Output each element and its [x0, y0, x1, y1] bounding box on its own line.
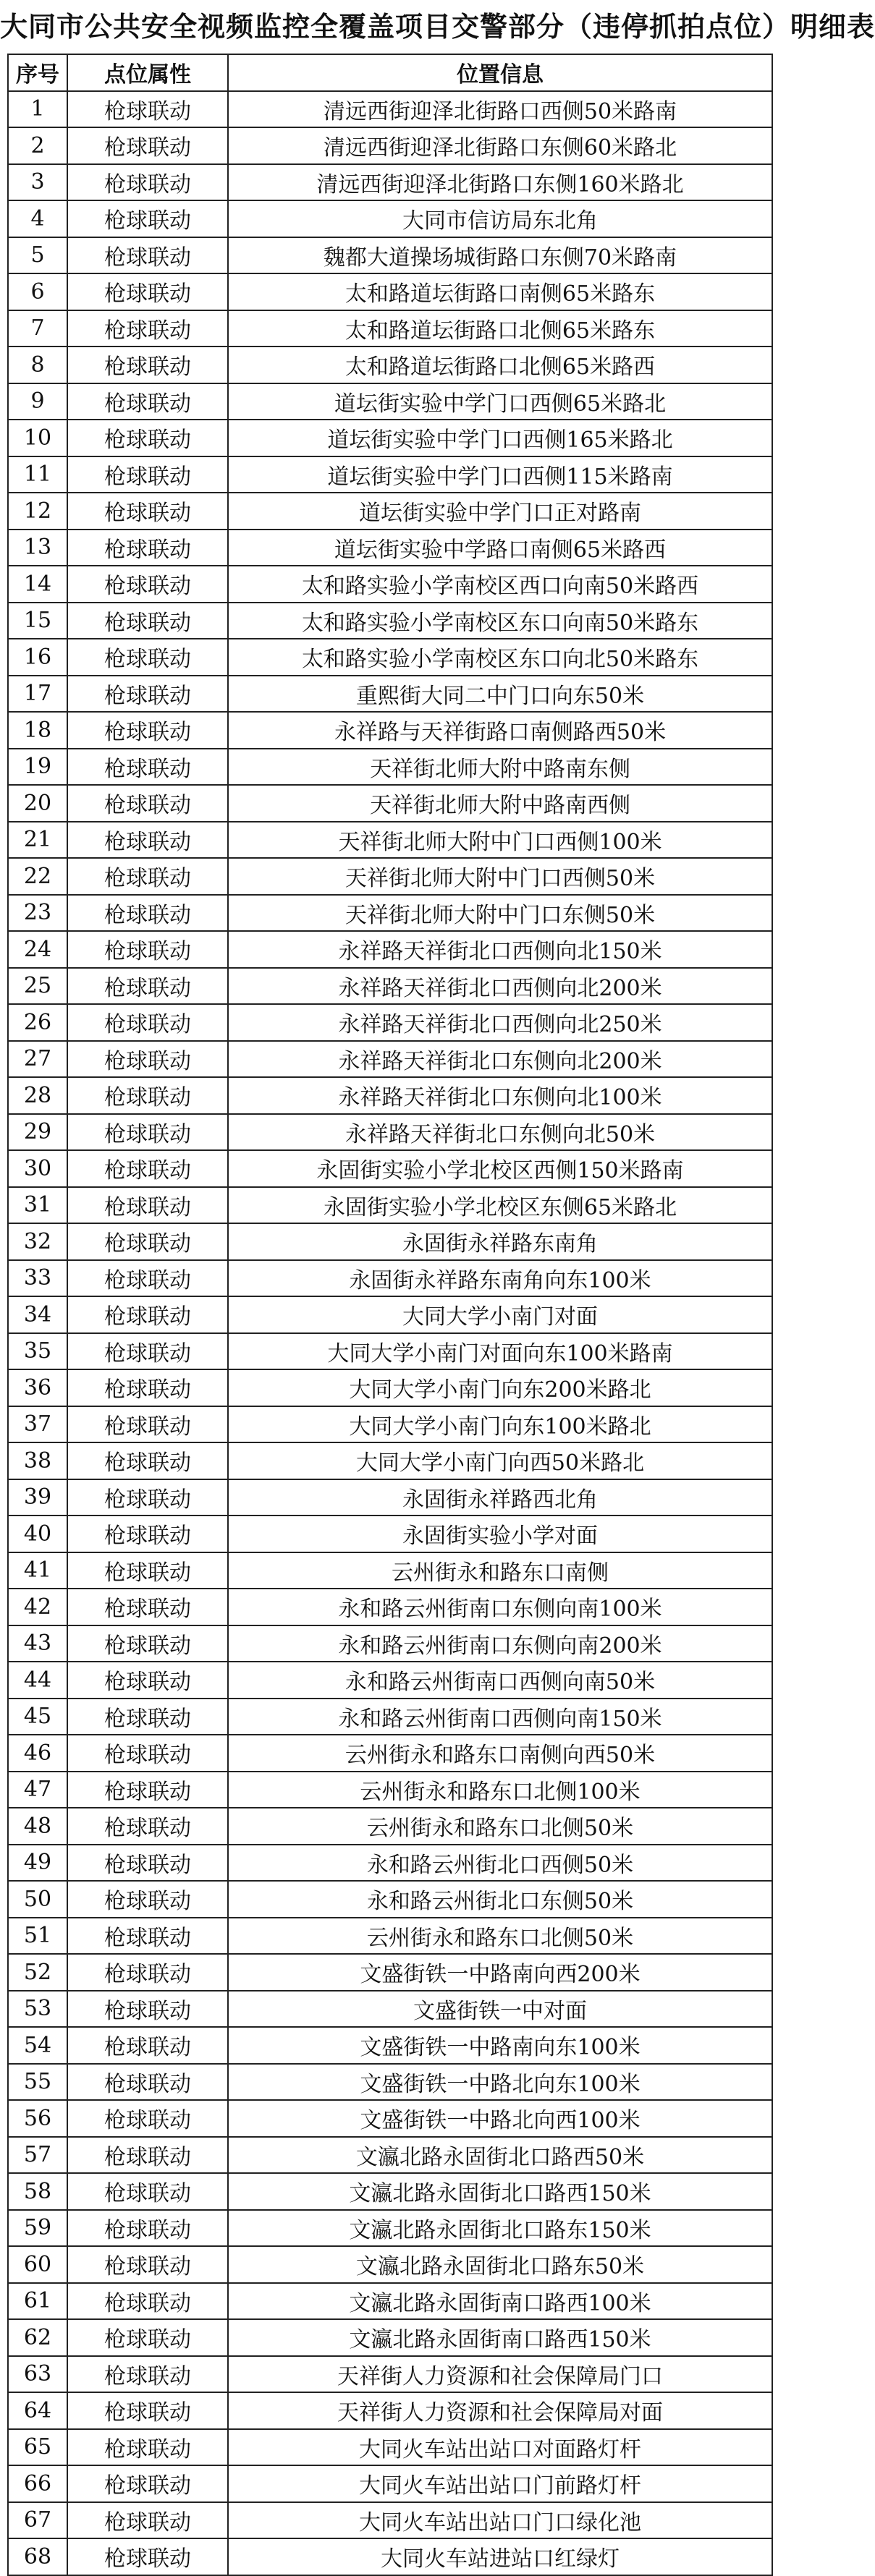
row-index: 58: [8, 2173, 67, 2210]
row-point-type: 枪球联动: [67, 1187, 228, 1224]
row-location: 文盛街铁一中对面: [228, 1991, 772, 2028]
row-point-type: 枪球联动: [67, 1662, 228, 1699]
row-index: 2: [8, 127, 67, 164]
table-row: [8, 2100, 772, 2137]
row-point-type: 枪球联动: [67, 1699, 228, 1735]
row-point-type: 枪球联动: [67, 2319, 228, 2356]
row-location: 永祥路天祥街北口西侧向北250米: [228, 1004, 772, 1041]
row-point-type: 枪球联动: [67, 749, 228, 786]
table-row: [8, 2392, 772, 2429]
row-index: 23: [8, 895, 67, 932]
row-index: 56: [8, 2100, 67, 2137]
row-index: 1: [8, 91, 67, 128]
table-row: [8, 2356, 772, 2393]
table-row: [8, 1187, 772, 1224]
row-location: 文盛街铁一中路北向西100米: [228, 2100, 772, 2137]
table-row: [8, 1223, 772, 1260]
row-point-type: 枪球联动: [67, 2429, 228, 2466]
row-point-type: 枪球联动: [67, 1479, 228, 1516]
row-index: 13: [8, 530, 67, 566]
row-index: 25: [8, 968, 67, 1005]
row-location: 魏都大道操场城街路口东侧70米路南: [228, 237, 772, 274]
row-point-type: 枪球联动: [67, 2210, 228, 2247]
table-row: [8, 310, 772, 347]
row-point-type: 枪球联动: [67, 1735, 228, 1772]
table-row: [8, 1260, 772, 1297]
table-row: [8, 968, 772, 1005]
row-location: 文盛街铁一中路北向东100米: [228, 2064, 772, 2101]
row-index: 12: [8, 493, 67, 530]
row-point-type: 枪球联动: [67, 420, 228, 456]
row-location: 文瀛北路永固街南口路西100米: [228, 2283, 772, 2320]
row-point-type: 枪球联动: [67, 1406, 228, 1443]
row-index: 5: [8, 237, 67, 274]
row-index: 41: [8, 1552, 67, 1589]
table-row: [8, 2246, 772, 2283]
table-row: [8, 1625, 772, 1662]
row-location: 永和路云州街北口东侧50米: [228, 1881, 772, 1918]
row-point-type: 枪球联动: [67, 530, 228, 566]
table-row: [8, 676, 772, 713]
row-index: 67: [8, 2502, 67, 2539]
row-index: 15: [8, 603, 67, 639]
table-row: [8, 1589, 772, 1625]
table-row: [8, 2283, 772, 2320]
row-location: 道坛街实验中学门口西侧165米路北: [228, 420, 772, 456]
table-row: [8, 2319, 772, 2356]
row-location: 永和路云州街南口西侧向南150米: [228, 1699, 772, 1735]
row-location: 云州街永和路东口北侧100米: [228, 1772, 772, 1808]
row-location: 道坛街实验中学门口西侧65米路北: [228, 383, 772, 420]
row-index: 53: [8, 1991, 67, 2028]
table-row: [8, 1516, 772, 1552]
table-row: [8, 164, 772, 201]
row-location: 天祥街北师大附中门口西侧100米: [228, 822, 772, 859]
row-location: 大同火车站出站口门前路灯杆: [228, 2465, 772, 2502]
table-row: [8, 1041, 772, 1078]
row-point-type: 枪球联动: [67, 310, 228, 347]
row-point-type: 枪球联动: [67, 1041, 228, 1078]
row-index: 29: [8, 1114, 67, 1151]
row-location: 永和路云州街南口东侧向南100米: [228, 1589, 772, 1625]
table-row: [8, 273, 772, 310]
row-point-type: 枪球联动: [67, 785, 228, 822]
table-row: [8, 1333, 772, 1370]
row-location: 永固街永祥路东南角: [228, 1223, 772, 1260]
row-location: 永祥路与天祥街路口南侧路西50米: [228, 712, 772, 749]
row-index: 45: [8, 1699, 67, 1735]
row-index: 62: [8, 2319, 67, 2356]
table-row: [8, 237, 772, 274]
table-row: [8, 603, 772, 639]
row-index: 3: [8, 164, 67, 201]
row-point-type: 枪球联动: [67, 164, 228, 201]
row-location: 永祥路天祥街北口东侧向北100米: [228, 1077, 772, 1114]
row-location: 文瀛北路永固街北口路东50米: [228, 2246, 772, 2283]
row-index: 21: [8, 822, 67, 859]
row-index: 39: [8, 1479, 67, 1516]
row-index: 10: [8, 420, 67, 456]
table-row: [8, 91, 772, 128]
table-row: [8, 1918, 772, 1955]
row-index: 52: [8, 1954, 67, 1991]
table-row: [8, 712, 772, 749]
table-row: [8, 1150, 772, 1187]
row-index: 65: [8, 2429, 67, 2466]
row-location: 太和路实验小学南校区东口向南50米路东: [228, 603, 772, 639]
row-point-type: 枪球联动: [67, 676, 228, 713]
table-row: [8, 2064, 772, 2101]
row-location: 大同火车站出站口对面路灯杆: [228, 2429, 772, 2466]
row-index: 35: [8, 1333, 67, 1370]
table-row: [8, 566, 772, 603]
row-index: 43: [8, 1625, 67, 1662]
row-point-type: 枪球联动: [67, 968, 228, 1005]
row-point-type: 枪球联动: [67, 2246, 228, 2283]
row-index: 49: [8, 1845, 67, 1882]
row-index: 64: [8, 2392, 67, 2429]
row-location: 重熙街大同二中门口向东50米: [228, 676, 772, 713]
row-point-type: 枪球联动: [67, 2356, 228, 2393]
row-location: 云州街永和路东口南侧: [228, 1552, 772, 1589]
row-location: 大同大学小南门向东100米路北: [228, 1406, 772, 1443]
table-row: [8, 1296, 772, 1333]
row-index: 48: [8, 1808, 67, 1845]
row-index: 42: [8, 1589, 67, 1625]
row-point-type: 枪球联动: [67, 712, 228, 749]
row-point-type: 枪球联动: [67, 1808, 228, 1845]
row-point-type: 枪球联动: [67, 895, 228, 932]
row-point-type: 枪球联动: [67, 822, 228, 859]
row-index: 68: [8, 2538, 67, 2575]
table-row: [8, 749, 772, 786]
table-row: [8, 420, 772, 456]
row-location: 大同大学小南门向西50米路北: [228, 1442, 772, 1479]
row-index: 20: [8, 785, 67, 822]
table-row: [8, 2502, 772, 2539]
row-location: 太和路道坛街路口北侧65米路东: [228, 310, 772, 347]
row-location: 文瀛北路永固街南口路西150米: [228, 2319, 772, 2356]
row-point-type: 枪球联动: [67, 1954, 228, 1991]
table-row: [8, 2538, 772, 2575]
table-row: [8, 456, 772, 493]
row-index: 24: [8, 931, 67, 968]
row-location: 文瀛北路永固街北口路西50米: [228, 2137, 772, 2174]
row-point-type: 枪球联动: [67, 2465, 228, 2502]
table-row: [8, 1077, 772, 1114]
row-point-type: 枪球联动: [67, 493, 228, 530]
row-index: 28: [8, 1077, 67, 1114]
table-row: [8, 2137, 772, 2174]
row-location: 天祥街北师大附中门口东侧50米: [228, 895, 772, 932]
row-point-type: 枪球联动: [67, 1369, 228, 1406]
row-index: 34: [8, 1296, 67, 1333]
row-point-type: 枪球联动: [67, 91, 228, 128]
table-header-row: [8, 54, 772, 91]
row-location: 云州街永和路东口南侧向西50米: [228, 1735, 772, 1772]
row-location: 永祥路天祥街北口西侧向北200米: [228, 968, 772, 1005]
row-index: 36: [8, 1369, 67, 1406]
row-point-type: 枪球联动: [67, 127, 228, 164]
row-index: 50: [8, 1881, 67, 1918]
table-row: [8, 1662, 772, 1699]
row-point-type: 枪球联动: [67, 1772, 228, 1808]
row-index: 38: [8, 1442, 67, 1479]
row-point-type: 枪球联动: [67, 2027, 228, 2064]
row-location: 清远西街迎泽北街路口东侧60米路北: [228, 127, 772, 164]
row-point-type: 枪球联动: [67, 603, 228, 639]
table-row: [8, 822, 772, 859]
table-row: [8, 1954, 772, 1991]
row-location: 太和路实验小学南校区东口向北50米路东: [228, 639, 772, 676]
table-row: [8, 1004, 772, 1041]
table-row: [8, 2465, 772, 2502]
table-row: [8, 1881, 772, 1918]
row-point-type: 枪球联动: [67, 566, 228, 603]
row-location: 清远西街迎泽北街路口东侧160米路北: [228, 164, 772, 201]
row-point-type: 枪球联动: [67, 1552, 228, 1589]
table-row: [8, 1699, 772, 1735]
table-row: [8, 1991, 772, 2028]
row-index: 30: [8, 1150, 67, 1187]
row-index: 17: [8, 676, 67, 713]
header-point-type: 点位属性: [67, 54, 228, 91]
row-index: 14: [8, 566, 67, 603]
row-point-type: 枪球联动: [67, 383, 228, 420]
row-location: 太和路道坛街路口北侧65米路西: [228, 347, 772, 383]
row-location: 大同市信访局东北角: [228, 200, 772, 237]
row-location: 永固街实验小学北校区西侧150米路南: [228, 1150, 772, 1187]
row-index: 4: [8, 200, 67, 237]
table-row: [8, 383, 772, 420]
row-point-type: 枪球联动: [67, 237, 228, 274]
row-point-type: 枪球联动: [67, 1260, 228, 1297]
table-row: [8, 1772, 772, 1808]
row-point-type: 枪球联动: [67, 2538, 228, 2575]
table-row: [8, 1479, 772, 1516]
row-location: 天祥街北师大附中路南东侧: [228, 749, 772, 786]
row-point-type: 枪球联动: [67, 1918, 228, 1955]
row-location: 大同火车站进站口红绿灯: [228, 2538, 772, 2575]
row-location: 永祥路天祥街北口东侧向北200米: [228, 1041, 772, 1078]
row-location: 永固街永祥路东南角向东100米: [228, 1260, 772, 1297]
row-location: 大同大学小南门向东200米路北: [228, 1369, 772, 1406]
table-row: [8, 1735, 772, 1772]
row-location: 道坛街实验中学门口西侧115米路南: [228, 456, 772, 493]
row-point-type: 枪球联动: [67, 1442, 228, 1479]
row-index: 11: [8, 456, 67, 493]
table-row: [8, 200, 772, 237]
row-index: 18: [8, 712, 67, 749]
table-row: [8, 1552, 772, 1589]
table-row: [8, 858, 772, 895]
table-row: [8, 895, 772, 932]
detail-table: [7, 54, 773, 2576]
row-location: 永固街永祥路西北角: [228, 1479, 772, 1516]
row-index: 31: [8, 1187, 67, 1224]
row-point-type: 枪球联动: [67, 456, 228, 493]
row-point-type: 枪球联动: [67, 273, 228, 310]
row-location: 文盛街铁一中路南向西200米: [228, 1954, 772, 1991]
table-row: [8, 127, 772, 164]
row-index: 8: [8, 347, 67, 383]
row-index: 66: [8, 2465, 67, 2502]
table-row: [8, 2027, 772, 2064]
row-point-type: 枪球联动: [67, 2502, 228, 2539]
row-location: 天祥街人力资源和社会保障局对面: [228, 2392, 772, 2429]
row-point-type: 枪球联动: [67, 2173, 228, 2210]
row-index: 63: [8, 2356, 67, 2393]
row-index: 37: [8, 1406, 67, 1443]
row-point-type: 枪球联动: [67, 1991, 228, 2028]
row-point-type: 枪球联动: [67, 1625, 228, 1662]
row-location: 永和路云州街南口东侧向南200米: [228, 1625, 772, 1662]
table-row: [8, 931, 772, 968]
table-row: [8, 2173, 772, 2210]
table-row: [8, 2429, 772, 2466]
row-point-type: 枪球联动: [67, 2064, 228, 2101]
row-index: 22: [8, 858, 67, 895]
header-index: 序号: [8, 54, 67, 91]
table-row: [8, 1442, 772, 1479]
row-location: 云州街永和路东口北侧50米: [228, 1918, 772, 1955]
row-point-type: 枪球联动: [67, 1589, 228, 1625]
table-row: [8, 1406, 772, 1443]
table-row: [8, 1845, 772, 1882]
row-point-type: 枪球联动: [67, 1845, 228, 1882]
row-location: 永和路云州街南口西侧向南50米: [228, 1662, 772, 1699]
row-location: 大同大学小南门对面向东100米路南: [228, 1333, 772, 1370]
row-location: 天祥街北师大附中门口西侧50米: [228, 858, 772, 895]
table-row: [8, 639, 772, 676]
row-location: 道坛街实验中学路口南侧65米路西: [228, 530, 772, 566]
row-location: 永固街实验小学北校区东侧65米路北: [228, 1187, 772, 1224]
row-point-type: 枪球联动: [67, 1516, 228, 1552]
row-index: 55: [8, 2064, 67, 2101]
row-point-type: 枪球联动: [67, 639, 228, 676]
row-point-type: 枪球联动: [67, 200, 228, 237]
row-location: 道坛街实验中学门口正对路南: [228, 493, 772, 530]
table-row: [8, 2210, 772, 2247]
row-location: 永祥路天祥街北口西侧向北150米: [228, 931, 772, 968]
row-location: 云州街永和路东口北侧50米: [228, 1808, 772, 1845]
row-index: 32: [8, 1223, 67, 1260]
row-index: 6: [8, 273, 67, 310]
row-index: 33: [8, 1260, 67, 1297]
row-location: 永固街实验小学对面: [228, 1516, 772, 1552]
row-location: 天祥街人力资源和社会保障局门口: [228, 2356, 772, 2393]
row-point-type: 枪球联动: [67, 931, 228, 968]
row-index: 60: [8, 2246, 67, 2283]
table-row: [8, 1369, 772, 1406]
table-row: [8, 530, 772, 566]
row-location: 永和路云州街北口西侧50米: [228, 1845, 772, 1882]
row-index: 9: [8, 383, 67, 420]
row-index: 59: [8, 2210, 67, 2247]
row-index: 27: [8, 1041, 67, 1078]
table-row: [8, 1808, 772, 1845]
row-index: 57: [8, 2137, 67, 2174]
row-location: 文瀛北路永固街北口路东150米: [228, 2210, 772, 2247]
row-location: 天祥街北师大附中路南西侧: [228, 785, 772, 822]
row-index: 7: [8, 310, 67, 347]
row-point-type: 枪球联动: [67, 2283, 228, 2320]
row-index: 47: [8, 1772, 67, 1808]
row-point-type: 枪球联动: [67, 2392, 228, 2429]
row-point-type: 枪球联动: [67, 347, 228, 383]
row-index: 54: [8, 2027, 67, 2064]
row-index: 16: [8, 639, 67, 676]
table-row: [8, 347, 772, 383]
row-location: 文盛街铁一中路南向东100米: [228, 2027, 772, 2064]
row-point-type: 枪球联动: [67, 1296, 228, 1333]
row-point-type: 枪球联动: [67, 1077, 228, 1114]
table-row: [8, 1114, 772, 1151]
row-point-type: 枪球联动: [67, 1333, 228, 1370]
row-point-type: 枪球联动: [67, 1150, 228, 1187]
row-index: 44: [8, 1662, 67, 1699]
row-point-type: 枪球联动: [67, 2137, 228, 2174]
row-location: 永祥路天祥街北口东侧向北50米: [228, 1114, 772, 1151]
row-location: 清远西街迎泽北街路口西侧50米路南: [228, 91, 772, 128]
row-point-type: 枪球联动: [67, 858, 228, 895]
row-index: 19: [8, 749, 67, 786]
header-location: 位置信息: [228, 54, 772, 91]
row-location: 太和路道坛街路口南侧65米路东: [228, 273, 772, 310]
table-row: [8, 493, 772, 530]
row-index: 26: [8, 1004, 67, 1041]
row-index: 46: [8, 1735, 67, 1772]
row-location: 大同火车站出站口门口绿化池: [228, 2502, 772, 2539]
row-point-type: 枪球联动: [67, 1114, 228, 1151]
row-location: 太和路实验小学南校区西口向南50米路西: [228, 566, 772, 603]
document-title: 大同市公共安全视频监控全覆盖项目交警部分（违停抓拍点位）明细表: [0, 11, 875, 43]
table-row: [8, 785, 772, 822]
row-index: 61: [8, 2283, 67, 2320]
row-index: 51: [8, 1918, 67, 1955]
row-location: 文瀛北路永固街北口路西150米: [228, 2173, 772, 2210]
row-point-type: 枪球联动: [67, 2100, 228, 2137]
row-index: 40: [8, 1516, 67, 1552]
row-location: 大同大学小南门对面: [228, 1296, 772, 1333]
row-point-type: 枪球联动: [67, 1223, 228, 1260]
row-point-type: 枪球联动: [67, 1004, 228, 1041]
row-point-type: 枪球联动: [67, 1881, 228, 1918]
